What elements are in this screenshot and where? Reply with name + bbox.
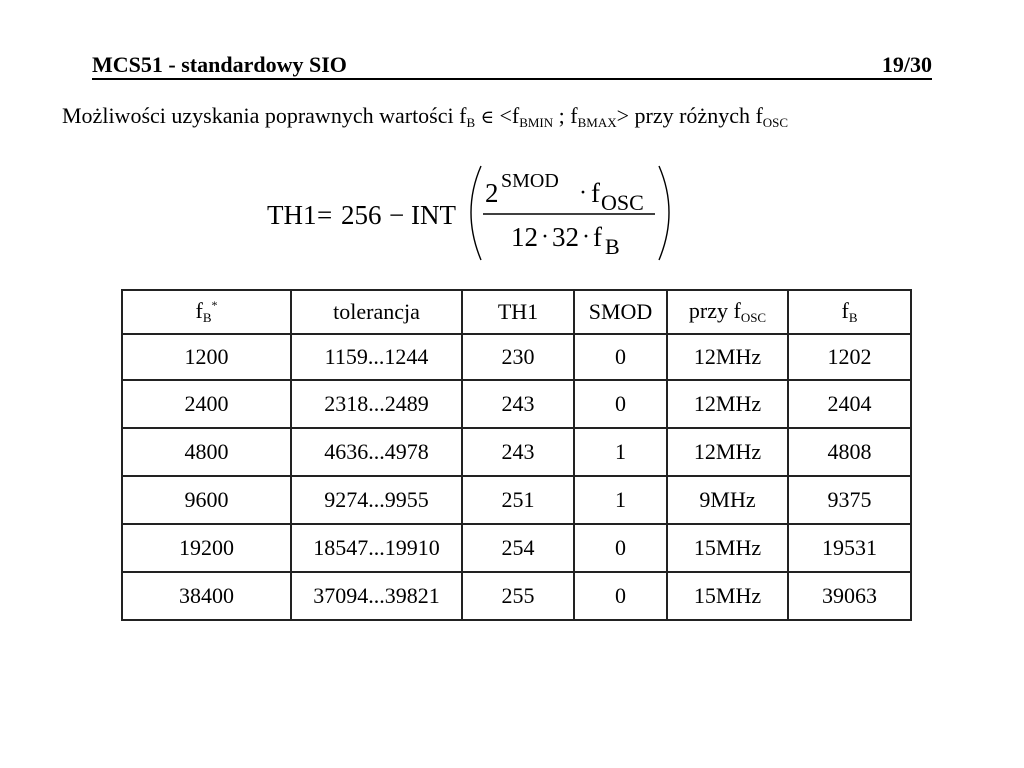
formula-func: INT xyxy=(411,200,456,230)
cell-fb: 2400 xyxy=(122,380,291,428)
cell-fb: 38400 xyxy=(122,572,291,620)
cell-smod: 1 xyxy=(574,428,667,476)
cell-tolerance: 18547...19910 xyxy=(291,524,462,572)
formula-den-dot-2: · xyxy=(582,224,590,250)
table-header-row xyxy=(122,290,911,334)
cell-tolerance: 37094...39821 xyxy=(291,572,462,620)
formula-num-sub: OSC xyxy=(601,190,644,215)
cell-fb: 9600 xyxy=(122,476,291,524)
th1-formula xyxy=(265,162,685,267)
left-paren xyxy=(471,166,481,260)
page-number: 19/30 xyxy=(881,52,932,77)
table-row xyxy=(122,334,911,380)
right-paren xyxy=(659,166,669,260)
cell-smod: 0 xyxy=(574,572,667,620)
table-row xyxy=(122,428,911,476)
cell-fb-actual: 39063 xyxy=(788,572,911,620)
subtitle-sub-osc: OSC xyxy=(762,115,789,130)
table-row xyxy=(122,572,911,620)
formula-const: 256 xyxy=(341,200,382,230)
cell-fb: 1200 xyxy=(122,334,291,380)
cell-fosc: 15MHz xyxy=(667,524,788,572)
subtitle-close: > przy różnych f xyxy=(616,103,763,128)
cell-fb-actual: 1202 xyxy=(788,334,911,380)
cell-fb-actual: 4808 xyxy=(788,428,911,476)
cell-tolerance: 4636...4978 xyxy=(291,428,462,476)
formula-num-f: f xyxy=(591,178,600,208)
formula-den-f: f xyxy=(593,222,602,252)
formula-num-exp: SMOD xyxy=(501,170,559,192)
cell-th1: 243 xyxy=(462,428,574,476)
table-row xyxy=(122,524,911,572)
cell-fosc: 15MHz xyxy=(667,572,788,620)
formula-minus: − xyxy=(389,200,405,230)
slide-title: MCS51 - standardowy SIO xyxy=(92,52,347,77)
subtitle-sub-bmin: BMIN xyxy=(519,115,554,130)
header-th1: TH1 xyxy=(462,290,574,334)
header-tolerancja: tolerancja xyxy=(291,290,462,334)
cell-fosc: 12MHz xyxy=(667,428,788,476)
subtitle-sub-bmax: BMAX xyxy=(577,115,617,130)
cell-smod: 0 xyxy=(574,334,667,380)
header-smod: SMOD xyxy=(574,290,667,334)
element-of-symbol: ∈ xyxy=(480,107,494,128)
header-fb: $f_B^*$ xyxy=(122,290,291,334)
cell-tolerance: 2318...2489 xyxy=(291,380,462,428)
cell-th1: 243 xyxy=(462,380,574,428)
formula-lhs: TH1 xyxy=(267,200,317,230)
cell-fb-actual: 2404 xyxy=(788,380,911,428)
header-fb-actual: $f_B$ xyxy=(788,290,911,334)
formula-den-b: 32 xyxy=(552,222,579,252)
cell-fb: 19200 xyxy=(122,524,291,572)
cell-fosc: 12MHz xyxy=(667,380,788,428)
formula-num-dot: · xyxy=(579,180,587,206)
subtitle-sub-b: B xyxy=(466,115,476,130)
header-fosc: przy $f_{OSC}$ xyxy=(667,290,788,334)
cell-fb-actual: 9375 xyxy=(788,476,911,524)
cell-smod: 0 xyxy=(574,380,667,428)
cell-fosc: 9MHz xyxy=(667,476,788,524)
slide-header xyxy=(92,52,932,80)
cell-fb-actual: 19531 xyxy=(788,524,911,572)
cell-tolerance: 9274...9955 xyxy=(291,476,462,524)
formula-equals: = xyxy=(317,200,333,230)
cell-th1: 255 xyxy=(462,572,574,620)
cell-smod: 1 xyxy=(574,476,667,524)
formula-den-a: 12 xyxy=(511,222,538,252)
cell-th1: 254 xyxy=(462,524,574,572)
subtitle-sep: ; f xyxy=(553,103,578,128)
cell-fb: 4800 xyxy=(122,428,291,476)
cell-th1: 230 xyxy=(462,334,574,380)
cell-fosc: 12MHz xyxy=(667,334,788,380)
cell-smod: 0 xyxy=(574,524,667,572)
formula-den-sub: B xyxy=(605,234,620,259)
baud-rate-table xyxy=(121,289,912,621)
table-row xyxy=(122,476,911,524)
subtitle-text-before: Możliwości uzyskania poprawnych wartości f xyxy=(62,103,467,128)
cell-tolerance: 1159...1244 xyxy=(291,334,462,380)
table-row xyxy=(122,380,911,428)
subtitle-open: <f xyxy=(493,103,520,128)
slide-subtitle xyxy=(62,103,788,131)
formula-num-base: 2 xyxy=(485,178,499,208)
cell-th1: 251 xyxy=(462,476,574,524)
formula-den-dot-1: · xyxy=(541,224,549,250)
